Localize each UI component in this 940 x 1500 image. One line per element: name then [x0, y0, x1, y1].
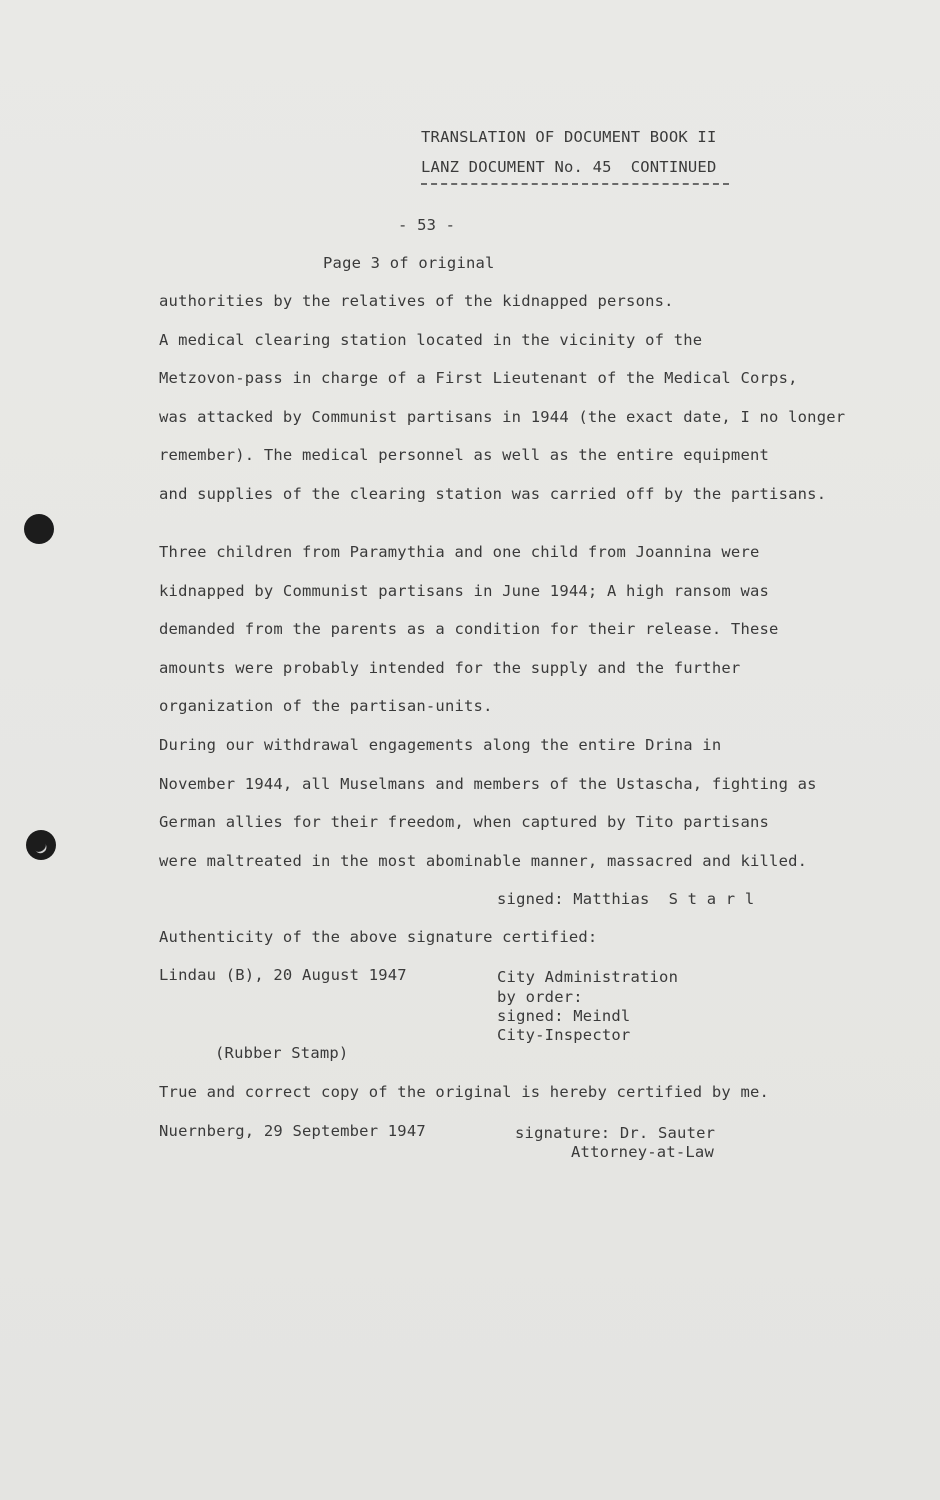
body-line: was attacked by Communist partisans in 1944 (the exact date, I no longer: [159, 408, 846, 426]
body-line: kidnapped by Communist partisans in June 1944; A high ransom was: [159, 582, 770, 600]
body-line: German allies for their freedom, when captured by Tito partisans: [159, 813, 770, 831]
authenticity-statement: Authenticity of the above signature certified:: [159, 928, 598, 946]
header-title-line2: LANZ DOCUMENT No. 45 CONTINUED: [421, 158, 717, 176]
punch-hole: [24, 514, 54, 544]
body-line: and supplies of the clearing station was carried off by the partisans.: [159, 485, 827, 503]
body-line: A medical clearing station located in the vicinity of the: [159, 331, 703, 349]
body-line: During our withdrawal engagements along the entire Drina in: [159, 736, 722, 754]
sauter-signature: signature: Dr. Sauter: [515, 1124, 716, 1142]
page-reference: Page 3 of original: [323, 254, 495, 272]
true-copy-statement: True and correct copy of the original is hereby certified by me.: [159, 1083, 770, 1101]
city-admin-line: City-Inspector: [497, 1026, 631, 1044]
rubber-stamp-note: (Rubber Stamp): [215, 1044, 349, 1062]
header-underline: [421, 183, 729, 185]
body-line: November 1944, all Muselmans and members of the Ustascha, fighting as: [159, 775, 817, 793]
header-title-line1: TRANSLATION OF DOCUMENT BOOK II: [421, 128, 717, 146]
city-admin-line: City Administration: [497, 968, 679, 986]
body-line: Metzovon-pass in charge of a First Lieutenant of the Medical Corps,: [159, 369, 798, 387]
nuernberg-date: Nuernberg, 29 September 1947: [159, 1122, 426, 1140]
city-admin-line: signed: Meindl: [497, 1007, 631, 1025]
body-line: demanded from the parents as a condition for their release. These: [159, 620, 779, 638]
sauter-title: Attorney-at-Law: [571, 1143, 714, 1161]
body-line: authorities by the relatives of the kidnapped persons.: [159, 292, 674, 310]
body-line: remember). The medical personnel as well as the entire equipment: [159, 446, 770, 464]
punch-hole: [26, 830, 56, 860]
body-line: Three children from Paramythia and one child from Joannina were: [159, 543, 760, 561]
body-line: organization of the partisan-units.: [159, 697, 493, 715]
page-number: - 53 -: [398, 216, 456, 234]
city-admin-line: by order:: [497, 988, 583, 1006]
lindau-date: Lindau (B), 20 August 1947: [159, 966, 407, 984]
signature-matthias: signed: Matthias S t a r l: [497, 890, 755, 908]
body-line: were maltreated in the most abominable manner, massacred and killed.: [159, 852, 808, 870]
body-line: amounts were probably intended for the supply and the further: [159, 659, 741, 677]
